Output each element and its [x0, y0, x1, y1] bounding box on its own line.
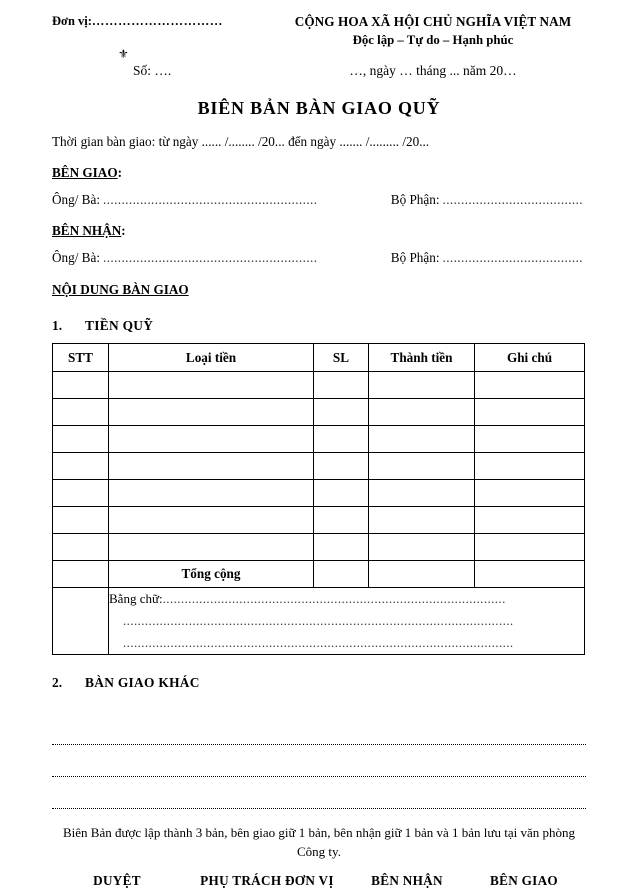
signature-ben-giao: BÊN GIAO — [490, 873, 558, 888]
total-cell-amount[interactable] — [369, 561, 475, 588]
date-field: …, ngày … tháng ... năm 20… — [349, 63, 517, 78]
handover-time-line: Thời gian bàn giao: từ ngày ...... /........ /20... đến ngày ....... /......... /20... — [52, 134, 430, 149]
cell-ghi-chu[interactable] — [475, 426, 585, 453]
deliverer-dept-input[interactable]: ...................................... — [442, 192, 583, 207]
cell-sl[interactable] — [314, 399, 369, 426]
blank-write-line[interactable] — [52, 745, 586, 777]
in-words-dots-3: ........................................................................................................... — [123, 635, 514, 650]
cell-ghi-chu[interactable] — [475, 534, 585, 561]
column-header-ghi-chu: Ghi chú — [475, 344, 585, 372]
section-1-title: TIỀN QUỸ — [85, 318, 154, 333]
cell-sl[interactable] — [314, 480, 369, 507]
unit-field — [52, 14, 302, 29]
receiver-section-label — [52, 223, 586, 239]
cell-ghi-chu[interactable] — [475, 453, 585, 480]
cell-sl[interactable] — [314, 372, 369, 399]
cell-loai-tien[interactable] — [109, 480, 314, 507]
content-heading — [52, 282, 586, 298]
cell-sl[interactable] — [314, 534, 369, 561]
cell-stt[interactable] — [53, 426, 109, 453]
cell-ghi-chu[interactable] — [475, 399, 585, 426]
cell-ghi-chu[interactable] — [475, 372, 585, 399]
receiver-person-row — [52, 250, 586, 266]
column-header-stt: STT — [53, 344, 109, 372]
total-cell-sl[interactable] — [314, 561, 369, 588]
table-total-row — [53, 561, 585, 588]
deliverer-person-row — [52, 192, 586, 208]
table-in-words-row — [53, 588, 585, 655]
cell-loai-tien[interactable] — [109, 453, 314, 480]
cell-thanh-tien[interactable] — [369, 426, 475, 453]
in-words-dots-2: ........................................................................................................... — [123, 613, 514, 628]
cell-loai-tien[interactable] — [109, 534, 314, 561]
national-header — [268, 14, 598, 48]
in-words-line-1 — [109, 588, 584, 610]
column-header-thanh-tien: Thành tiền — [369, 344, 475, 372]
page-title: BIÊN BẢN BÀN GIAO QUỸ — [197, 98, 441, 118]
receiver-person-label: Ông/ Bà: — [52, 250, 100, 265]
national-motto: Độc lập – Tự do – Hạnh phúc — [352, 33, 514, 47]
total-cell-note[interactable] — [475, 561, 585, 588]
in-words-line-3 — [109, 632, 584, 654]
national-title: CỘNG HOA XÃ HỘI CHỦ NGHĨA VIỆT NAM — [294, 14, 572, 29]
fund-table — [52, 343, 585, 655]
cell-thanh-tien[interactable] — [369, 372, 475, 399]
document-body — [52, 134, 586, 691]
section-2-title: BÀN GIAO KHÁC — [85, 675, 200, 690]
receiver-dept-input[interactable]: ...................................... — [442, 250, 583, 265]
cell-loai-tien[interactable] — [109, 372, 314, 399]
receiver-section-colon: : — [121, 223, 126, 238]
unit-dotted-leader: ………………………… — [91, 14, 223, 28]
cell-ghi-chu[interactable] — [475, 480, 585, 507]
cell-loai-tien[interactable] — [109, 507, 314, 534]
in-words-dots-1: .............................................................................................. — [162, 591, 506, 606]
in-words-cell-stt — [53, 588, 109, 655]
table-row — [53, 480, 585, 507]
in-words-label: Bằng chữ: — [109, 591, 163, 606]
blank-write-line[interactable] — [52, 713, 586, 745]
table-row — [53, 507, 585, 534]
table-row — [53, 534, 585, 561]
table-row — [53, 426, 585, 453]
table-row — [53, 453, 585, 480]
section-2-heading — [52, 675, 586, 691]
cell-thanh-tien[interactable] — [369, 453, 475, 480]
total-label: Tổng cộng — [109, 561, 314, 588]
cell-ghi-chu[interactable] — [475, 507, 585, 534]
signature-row — [52, 873, 586, 889]
cell-sl[interactable] — [314, 453, 369, 480]
cell-stt[interactable] — [53, 534, 109, 561]
section-1-number: 1. — [52, 318, 63, 333]
receiver-section-label-text: BÊN NHẬN — [52, 223, 122, 238]
cell-stt[interactable] — [53, 372, 109, 399]
copies-note: Biên Bản được lập thành 3 bản, bên giao giữ 1 bản, bên nhận giữ 1 bản và 1 bản lưu tại văn phòng Công ty. — [63, 825, 575, 859]
cell-sl[interactable] — [314, 426, 369, 453]
receiver-dept-label: Bộ Phận: — [390, 250, 440, 265]
blank-write-line[interactable] — [52, 777, 586, 809]
other-handover-lines — [52, 713, 586, 809]
cell-loai-tien[interactable] — [109, 426, 314, 453]
cell-thanh-tien[interactable] — [369, 399, 475, 426]
table-row — [53, 372, 585, 399]
signature-duyet: DUYỆT — [93, 873, 141, 888]
cell-thanh-tien[interactable] — [369, 480, 475, 507]
document-number-field: Số: …. — [133, 63, 172, 78]
deliverer-section-colon: : — [117, 165, 122, 180]
cell-stt[interactable] — [53, 507, 109, 534]
section-1-heading — [52, 318, 586, 334]
cell-sl[interactable] — [314, 507, 369, 534]
ornament-icon: ⚜ — [118, 47, 128, 61]
amount-in-words-cell[interactable] — [109, 588, 585, 655]
cell-stt[interactable] — [53, 399, 109, 426]
cell-stt[interactable] — [53, 453, 109, 480]
deliverer-person-label: Ông/ Bà: — [52, 192, 100, 207]
deliverer-dept-label: Bộ Phận: — [390, 192, 440, 207]
unit-label: Đơn vị: — [52, 14, 92, 28]
signature-phu-trach-don-vi: PHỤ TRÁCH ĐƠN VỊ — [200, 873, 334, 888]
table-header-row — [53, 344, 585, 372]
cell-thanh-tien[interactable] — [369, 534, 475, 561]
table-row — [53, 399, 585, 426]
deliverer-section-label-text: BÊN GIAO — [52, 165, 118, 180]
cell-thanh-tien[interactable] — [369, 507, 475, 534]
total-cell-stt — [53, 561, 109, 588]
cell-stt[interactable] — [53, 480, 109, 507]
column-header-sl: SL — [314, 344, 369, 372]
signature-ben-nhan: BÊN NHẬN — [371, 873, 443, 888]
in-words-line-2 — [109, 610, 584, 632]
document-header — [0, 0, 638, 88]
deliverer-section-label — [52, 165, 586, 181]
deliverer-person-input[interactable]: .......................................................... — [103, 192, 318, 207]
section-2-number: 2. — [52, 675, 63, 690]
cell-loai-tien[interactable] — [109, 399, 314, 426]
receiver-person-input[interactable]: .......................................................... — [103, 250, 318, 265]
column-header-loai-tien: Loại tiền — [109, 344, 314, 372]
content-heading-text: NỘI DUNG BÀN GIAO — [52, 282, 189, 297]
